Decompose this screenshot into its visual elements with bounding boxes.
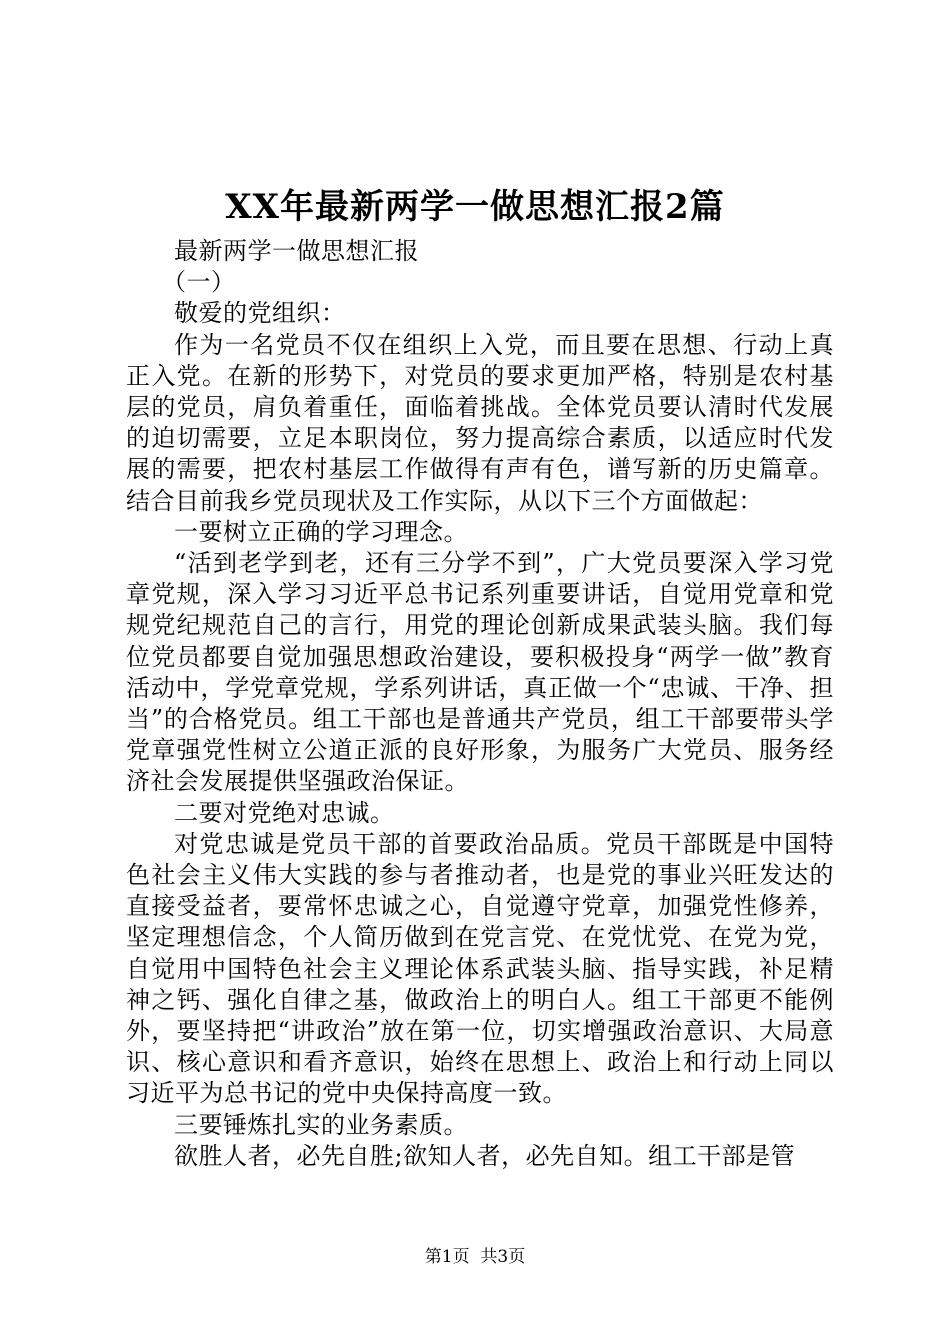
page-total: 共3页 — [480, 1247, 526, 1267]
subtitle-paragraph: 最新两学一做思想汇报 — [174, 237, 419, 265]
heading-paragraph: 二要对党绝对忠诚。 — [174, 798, 395, 827]
salutation-paragraph: 敬爱的党组织： — [174, 299, 346, 328]
document-body — [126, 236, 834, 1172]
body-paragraph: “活到老学到老，还有三分学不到”，广大党员要深入学习党章党规，深入学习习近平总书记系列重要讲话，自觉用党章和党规党纪规范自己的言行，用党的理论创新成果武装头脑。我们每位党员都要自觉加强思想政治建设，要积极投身“两学一做”教育活动中，学党章党规，学系列讲话，真正做一个“忠诚、干净、担当”的合格党员。组工干部也是普通共产党员，组工干部要带头学党章强党性树立公道正派的良好形象，为服务广大党员、服务经济社会发展提供坚强政治保证。 — [126, 549, 834, 796]
heading-paragraph: 一要树立正确的学习理念。 — [174, 517, 468, 546]
body-paragraph: 作为一名党员不仅在组织上入党，而且要在思想、行动上真正入党。在新的形势下，对党员的要求更加严格，特别是农村基层的党员，肩负着重任，面临着挑战。全体党员要认清时代发展的迫切需要，立足本职岗位，努力提高综合素质，以适应时代发展的需要，把农村基层工作做得有声有色，谱写新的历史篇章。结合目前我乡党员现状及工作实际，从以下三个方面做起： — [126, 330, 834, 515]
document-title: XX年最新两学一做思想汇报2篇 — [225, 187, 725, 227]
page-number: 第1页 — [424, 1247, 470, 1267]
body-paragraph: 对党忠诚是党员干部的首要政治品质。党员干部既是中国特色社会主义伟大实践的参与者推动者，也是党的事业兴旺发达的直接受益者，要常怀忠诚之心，自觉遵守党章，加强党性修养，坚定理想信念，个人简历做到在党言党、在党忧党、在党为党，自觉用中国特色社会主义理论体系武装头脑、指导实践，补足精神之钙、强化自律之基，做政治上的明白人。组工干部更不能例外，要坚持把“讲政治”放在第一位，切实增强政治意识、大局意识、核心意识和看齐意识，始终在思想上、政治上和行动上同以习近平为总书记的党中央保持高度一致。 — [126, 829, 834, 1108]
page-footer — [0, 1246, 950, 1268]
body-paragraph: 欲胜人者，必先自胜;欲知人者，必先自知。组工干部是管 — [174, 1141, 796, 1170]
section-number-paragraph: （一） — [162, 268, 236, 297]
heading-paragraph: 三要锤炼扎实的业务素质。 — [174, 1110, 468, 1139]
